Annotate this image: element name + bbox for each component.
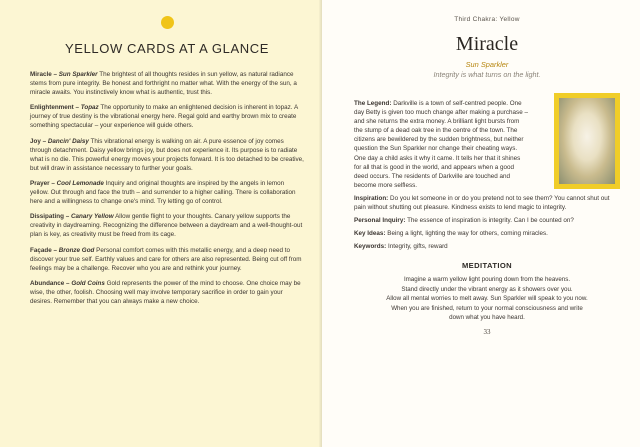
meditation-line: down what you have heard.: [449, 314, 525, 322]
sun-dot-icon: [161, 16, 174, 29]
meditation-line: Imagine a warm yellow light pouring down from the heavens.: [403, 276, 571, 284]
glance-list: [30, 70, 304, 306]
entry-text: Allow gentle flight to your thoughts. Canary yellow supports the creativity in daydreaming. Recognizing the difference between a daydream and a well-thought-out plan is key, as creativity must be freed from its cage.: [30, 213, 303, 239]
entry-name: Façade: [30, 246, 52, 254]
detail-label: Keywords:: [354, 243, 387, 251]
meditation-title: MEDITATION: [461, 261, 513, 271]
glance-entry: [30, 103, 304, 130]
page-title: YELLOW CARDS AT A GLANCE: [65, 41, 269, 56]
meditation-line: Stand directly under the vibrant energy as it showers over you.: [401, 285, 573, 293]
legend-paragraph: [354, 99, 529, 190]
card-artwork: [559, 98, 615, 184]
entry-subtitle: Bronze God: [58, 246, 95, 254]
entry-name: Abundance: [30, 279, 65, 287]
entry-text: The brightest of all thoughts resides in sun yellow, as natural radiance stems from pure integrity. Be honest and forthright no matter what. With the energy of the sun, a miracle awaits. You instinctively know what is authentic, trust this.: [30, 71, 297, 97]
right-page: [322, 0, 640, 447]
page-number: 33: [483, 328, 491, 337]
entry-text: Personal comfort comes with this metallic energy, and a deep need to discover your true self. Earthly values and care for others are also represented. Being cut off from feelings may be a challenge. Recover who you are and rethink your journey.: [30, 246, 302, 272]
detail-text: Being a light, lighting the way for others, coming miracles.: [387, 230, 548, 238]
glance-entry: [30, 212, 304, 239]
entry-name: Prayer: [30, 179, 50, 187]
entry-subtitle: Canary Yellow: [70, 213, 114, 221]
detail-paragraph: [354, 242, 620, 251]
entry-separator: –: [64, 279, 72, 287]
detail-text: Integrity, gifts, reward: [387, 243, 448, 251]
glance-entry: [30, 246, 304, 273]
entry-subtitle: Sun Sparkler: [58, 71, 98, 78]
glance-entry: [30, 70, 304, 97]
glance-entry: [30, 279, 304, 306]
glance-entry: [30, 179, 304, 206]
legend-text: Darkville is a town of self-centred people. One day Betty is given too much change after making a purchase – and she returns the extra money. A brilliant light bursts from the stump of a dead oak tree in the centre of the town. The citizens are bewildered by the sudden brightness, but neither question the Sun Sparkler nor change their cheating ways. One day a child asks it why it came. It tells her that it shines for all that is good in the world, and appears when a good deed occurs. The residents of Darkville are touched and become more selfless.: [354, 100, 528, 189]
card-tagline: Integrity is what turns on the light.: [433, 70, 541, 79]
meditation-text: [354, 275, 620, 322]
meditation-line: When you are finished, return to your normal consciousness and write: [391, 304, 583, 312]
entry-separator: –: [51, 71, 59, 78]
card-details: [354, 194, 620, 251]
detail-text: Do you let someone in or do you pretend not to see them? You cannot shut out pain without shutting out pleasure. Kindness exists to lend magic to integrity.: [354, 194, 610, 212]
card-title: Miracle: [455, 33, 519, 55]
entry-subtitle: Gold Coins: [71, 279, 105, 287]
entry-separator: –: [51, 246, 59, 254]
detail-paragraph: [354, 216, 620, 225]
entry-name: Miracle: [30, 71, 52, 78]
entry-subtitle: Dancin' Daisy: [47, 137, 89, 145]
entry-subtitle: Topaz: [80, 104, 99, 112]
card-image: [554, 93, 620, 189]
entry-text: Inquiry and original thoughts are inspired by the angels in lemon yellow. Out through and face the truth – and surrender to a higher calling. There is collaboration here and a willingness to change one's mind. Try letting go of control.: [30, 179, 296, 206]
glance-entry: [30, 137, 304, 173]
entry-subtitle: Cool Lemonade: [56, 179, 104, 187]
detail-paragraph: [354, 194, 620, 212]
detail-label: Key Ideas:: [354, 230, 386, 238]
entry-text: The opportunity to make an enlightened decision is inherent in topaz. A journey of true destiny is the vibrational energy here. Regal gold and earthy brown mix to create something spectacular – your experience will guide others.: [30, 104, 298, 130]
entry-separator: –: [73, 104, 81, 112]
entry-name: Joy: [30, 137, 41, 145]
running-header: Third Chakra: Yellow: [454, 16, 520, 23]
entry-name: Dissipating: [30, 213, 64, 221]
detail-label: Inspiration:: [354, 194, 389, 202]
entry-separator: –: [63, 213, 71, 221]
meditation-line: Allow all mental worries to melt away. Sun Sparkler will speak to you now.: [386, 295, 588, 303]
entry-separator: –: [40, 137, 48, 145]
legend-section: [354, 99, 620, 190]
entry-text: This vibrational energy is walking on air. A pure essence of joy comes through detachment. Daisy yellow brings joy, but does not experience it. Its purpose is to radiate what is no die. This powerful energy moves your projects forward. It is too detached to be creative, but will draw in assistance necessary to further your goals.: [30, 137, 304, 172]
detail-label: Personal Inquiry:: [354, 217, 406, 225]
legend-label: The Legend:: [354, 100, 392, 107]
entry-separator: –: [49, 179, 57, 187]
detail-paragraph: [354, 229, 620, 238]
entry-name: Enlightenment: [30, 104, 74, 112]
detail-text: The essence of inspiration is integrity. Can I be counted on?: [407, 217, 574, 225]
entry-text: Gold represents the power of the mind to choose. One choice may be wise, the other, foolish. Choosing well may involve temporary sacrifice in order to gain your desires. Remember that you can always make a new choice.: [30, 279, 301, 305]
card-subtitle: Sun Sparkler: [465, 60, 509, 69]
